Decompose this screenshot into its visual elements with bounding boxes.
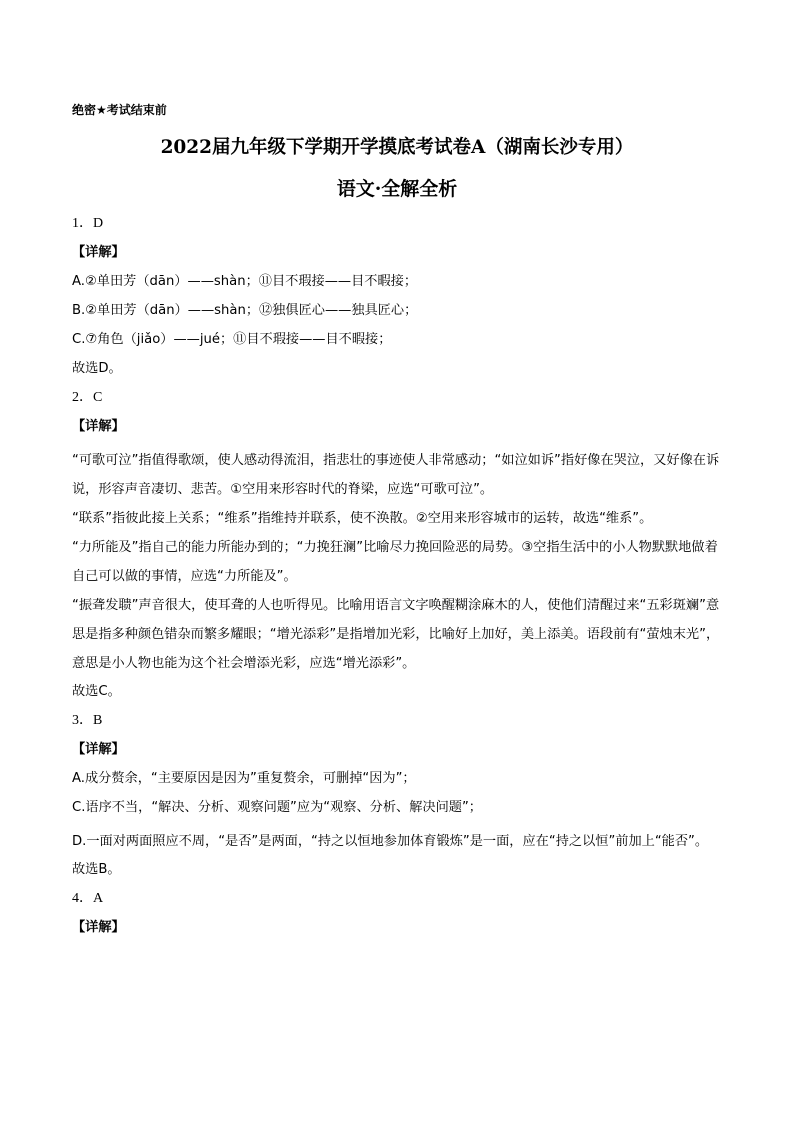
- q2-paragraph-3: “力所能及”指自己的能力所能办到的；“力挽狂澜”比喻尽力挽回险恶的局势。③空指生活中的小人物默默地做着自己可以做的事情，应选“力所能及”。: [72, 540, 718, 584]
- q1-option-c: C.⑦角色（jiǎo）——jué；⑪目不瑕接——目不暇接；: [72, 332, 392, 347]
- q1-option-a: A.②单田芳（dān）——shàn；⑪目不瑕接——目不暇接；: [72, 274, 418, 289]
- q1-option-b: B.②单田芳（dān）——shàn；⑫独俱匠心——独具匠心；: [72, 303, 418, 318]
- q3-option-c: C.语序不当，“解决、分析、观察问题”应为“观察、分析、解决问题”；: [72, 800, 482, 815]
- q3-detail-label: 【详解】: [72, 742, 125, 757]
- confidential-label: 绝密★考试结束前: [72, 103, 167, 117]
- q2-paragraph-1: “可歌可泣”指值得歌颂，使人感动得流泪，指悲壮的事迹使人非常感动；“如泣如诉”指好像在哭泣，又好像在诉说，形容声音凄切、悲苦。①空用来形容时代的脊梁，应选“可歌可泣”。: [72, 453, 720, 497]
- q4-detail-label: 【详解】: [72, 920, 125, 935]
- q2-paragraph-2: “联系”指彼此接上关系；“维系”指维持并联系，使不涣散。②空用来形容城市的运转，故选“维系”。: [72, 511, 653, 526]
- q1-detail-label: 【详解】: [72, 245, 125, 260]
- q1-conclusion: 故选D。: [72, 361, 122, 376]
- answer-content: [72, 214, 722, 947]
- q2-paragraph-4: “振聋发聩”声音很大，使耳聋的人也听得见。比喻用语言文字唤醒糊涂麻木的人，使他们清醒过来“五彩斑斓”意思是指多种颜色错杂而繁多耀眼；“增光添彩”是指增加光彩，比喻好上加好，美上添美。语段前有“萤烛末光”，意思是小人物也能为这个社会增添光彩，应选“增光添彩”。: [72, 598, 720, 671]
- q2-answer: 2．C: [72, 390, 103, 405]
- page-subtitle: 语文·全解全析: [336, 178, 458, 200]
- q2-detail-label: 【详解】: [72, 419, 125, 434]
- q3-option-d: D.一面对两面照应不周，“是否”是两面，“持之以恒地参加体育锻炼”是一面，应在“持之以恒”前加上“能否”。: [72, 834, 709, 849]
- q3-option-a: A.成分赘余，“主要原因是因为”重复赘余，可删掉“因为”；: [72, 771, 416, 786]
- q3-conclusion: 故选B。: [72, 862, 121, 877]
- q1-answer: 1．D: [72, 216, 104, 231]
- q2-conclusion: 故选C。: [72, 684, 121, 699]
- q3-answer: 3．B: [72, 713, 103, 728]
- page-title: 2022届九年级下学期开学摸底考试卷A（湖南长沙专用）: [160, 137, 634, 158]
- q4-answer: 4．A: [72, 891, 104, 906]
